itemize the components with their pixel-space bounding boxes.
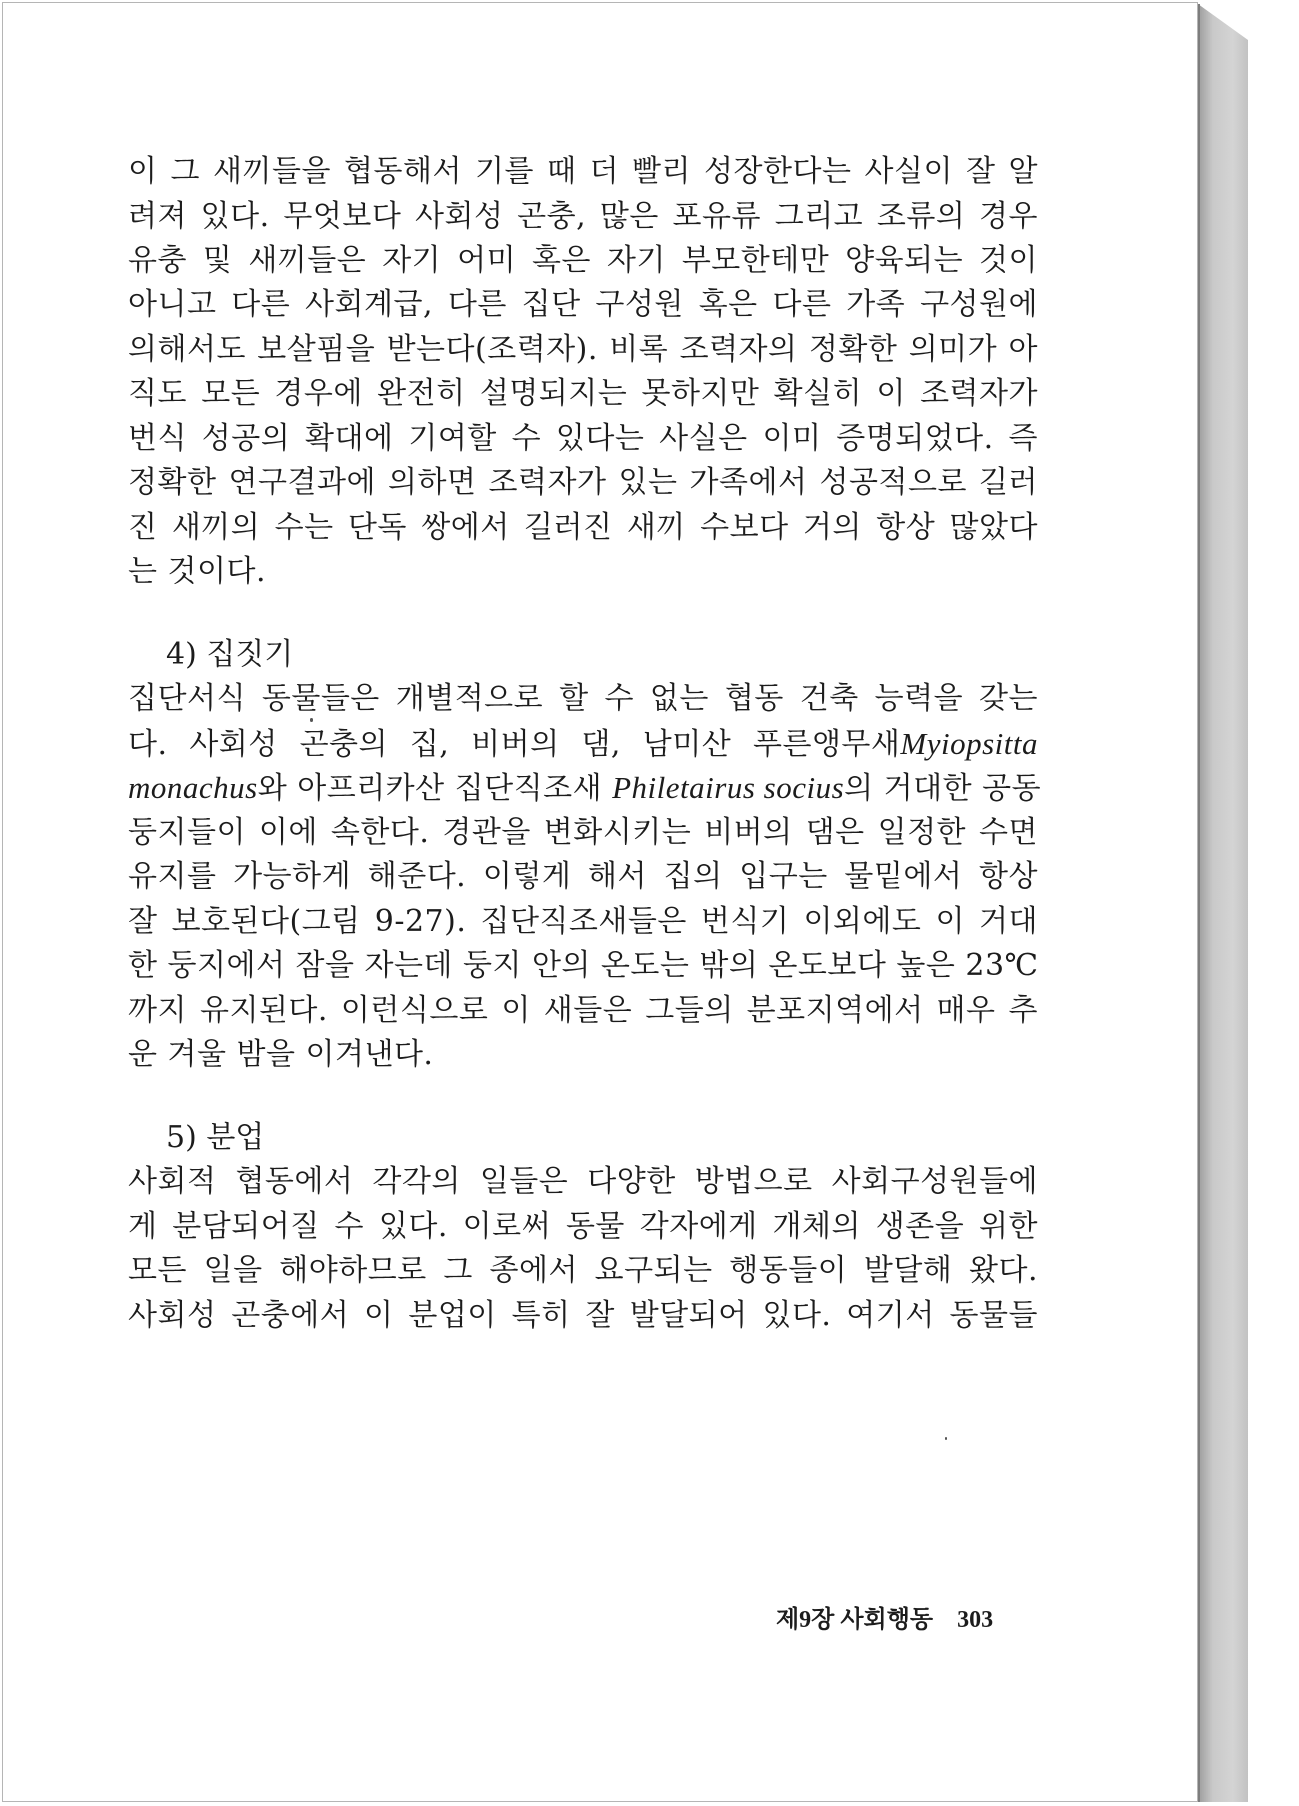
scan-speck (945, 1437, 947, 1440)
paragraph-line: 둥지들이 이에 속한다. 경관을 변화시키는 비버의 댐은 일정한 수면 (128, 815, 1038, 850)
paragraph-line: 사회적 협동에서 각각의 일들은 다양한 방법으로 사회구성원들에 (128, 1164, 1038, 1199)
page-edge-line (1198, 4, 1200, 1802)
paragraph-line-with-species (128, 768, 1042, 808)
scan-speck (310, 718, 313, 722)
paragraph-line: 유충 및 새끼들은 자기 어미 혹은 자기 부모한테만 양육되는 것이 (128, 243, 1038, 278)
paragraph-line: 직도 모든 경우에 완전히 설명되지는 못하지만 확실히 이 조력자가 (128, 376, 1038, 411)
line-text: 와 아프리카산 집단직조새 (257, 771, 603, 806)
section-heading: 4) 집짓기 (166, 637, 294, 672)
paragraph-line: 유지를 가능하게 해준다. 이렇게 해서 집의 입구는 물밑에서 항상 (128, 859, 1038, 894)
paragraph-line: 까지 유지된다. 이런식으로 이 새들은 그들의 분포지역에서 매우 추 (128, 993, 1038, 1028)
paragraph-line: 모든 일을 해야하므로 그 종에서 요구되는 행동들이 발달해 왔다. (128, 1253, 1038, 1288)
running-footer (776, 1603, 1026, 1637)
page-number: 303 (957, 1607, 994, 1633)
species-name: monachus (128, 770, 258, 805)
paragraph-line: 아니고 다른 사회계급, 다른 집단 구성원 혹은 다른 가족 구성원에 (128, 287, 1038, 322)
paragraph-line: 려져 있다. 무엇보다 사회성 곤충, 많은 포유류 그리고 조류의 경우 (128, 199, 1038, 234)
paragraph-line: 의해서도 보살핌을 받는다(조력자). 비록 조력자의 정확한 의미가 아 (128, 332, 1038, 367)
page-edge-shadow (1198, 4, 1248, 1802)
paragraph-line: 번식 성공의 확대에 기여할 수 있다는 사실은 이미 증명되었다. 즉 (128, 421, 1038, 456)
species-name: Philetairus socius (612, 770, 845, 805)
paragraph-line: 사회성 곤충에서 이 분업이 특히 잘 발달되어 있다. 여기서 동물들 (128, 1298, 1038, 1333)
chapter-title: 제9장 사회행동 (776, 1607, 934, 1633)
paragraph-line: 한 둥지에서 잠을 자는데 둥지 안의 온도는 밖의 온도보다 높은 23℃ (128, 948, 1039, 983)
paragraph-line: 정확한 연구결과에 의하면 조력자가 있는 가족에서 성공적으로 길러 (128, 465, 1038, 500)
paragraph-line: 이 그 새끼들을 협동해서 기를 때 더 빨리 성장한다는 사실이 잘 알 (128, 154, 1038, 189)
paragraph-line: 진 새끼의 수는 단독 쌍에서 길러진 새끼 수보다 거의 항상 많았다 (128, 510, 1038, 545)
paragraph-line: 게 분담되어질 수 있다. 이로써 동물 각자에게 개체의 생존을 위한 (128, 1209, 1038, 1244)
paragraph-line: 운 겨울 밤을 이겨낸다. (128, 1037, 434, 1072)
paragraph-line-with-species (128, 724, 1038, 764)
line-text: 의 거대한 공동 (844, 771, 1042, 806)
section-heading: 5) 분업 (166, 1120, 265, 1155)
paragraph-line: 는 것이다. (128, 554, 266, 589)
paragraph-line: 집단서식 동물들은 개별적으로 할 수 없는 협동 건축 능력을 갖는 (128, 681, 1038, 716)
paragraph-line: 잘 보호된다(그림 9-27). 집단직조새들은 번식기 이외에도 이 거대 (128, 904, 1038, 939)
line-text: 다. 사회성 곤충의 집, 비버의 댐, 남미산 푸른앵무새 (128, 727, 901, 762)
species-name: Myiopsitta (900, 726, 1038, 761)
